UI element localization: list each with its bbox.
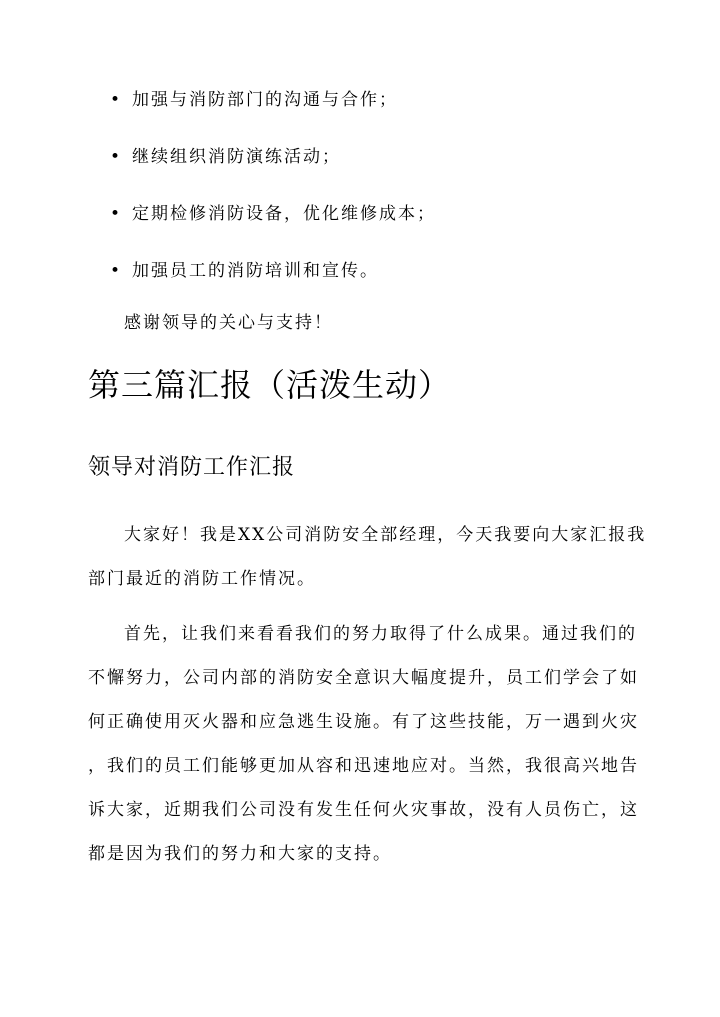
bullet-text: 定期检修消防设备，优化维修成本；	[132, 204, 436, 224]
bullet-text: 加强与消防部门的沟通与合作；	[132, 90, 398, 110]
paragraph-line: 大家好！我是XX公司消防安全部经理，今天我要向大家汇报我	[124, 525, 647, 545]
bullet-icon: •	[110, 147, 123, 167]
paragraph-line: 都是因为我们的努力和大家的支持。	[88, 844, 392, 864]
bullet-icon: •	[110, 261, 123, 281]
thanks-text: 感谢领导的关心与支持！	[124, 313, 333, 333]
section-heading: 第三篇汇报（活泼生动）	[88, 366, 452, 404]
bullet-list	[104, 82, 664, 310]
bullet-icon: •	[110, 90, 123, 110]
list-item	[104, 253, 664, 310]
list-item	[104, 139, 664, 196]
bullet-text: 继续组织消防演练活动；	[132, 147, 341, 167]
paragraph-line: ，我们的员工们能够更加从容和迅速地应对。当然，我很高兴地告	[88, 756, 639, 776]
paragraph-line: 不懈努力，公司内部的消防安全意识大幅度提升，员工们学会了如	[88, 668, 639, 688]
bullet-icon: •	[110, 204, 123, 224]
paragraph-line: 诉大家，近期我们公司没有发生任何火灾事故，没有人员伤亡，这	[88, 800, 639, 820]
sub-heading: 领导对消防工作汇报	[88, 455, 296, 480]
paragraph-line: 部门最近的消防工作情况。	[88, 569, 316, 589]
paragraph-line: 何正确使用灭火器和应急逃生设施。有了这些技能，万一遇到火灾	[88, 712, 639, 732]
list-item	[104, 196, 664, 253]
bullet-text: 加强员工的消防培训和宣传。	[132, 261, 379, 281]
paragraph-results	[88, 612, 639, 876]
paragraph-line: 首先，让我们来看看我们的努力取得了什么成果。通过我们的	[124, 624, 637, 644]
list-item	[104, 82, 664, 139]
paragraph-intro	[88, 513, 647, 601]
